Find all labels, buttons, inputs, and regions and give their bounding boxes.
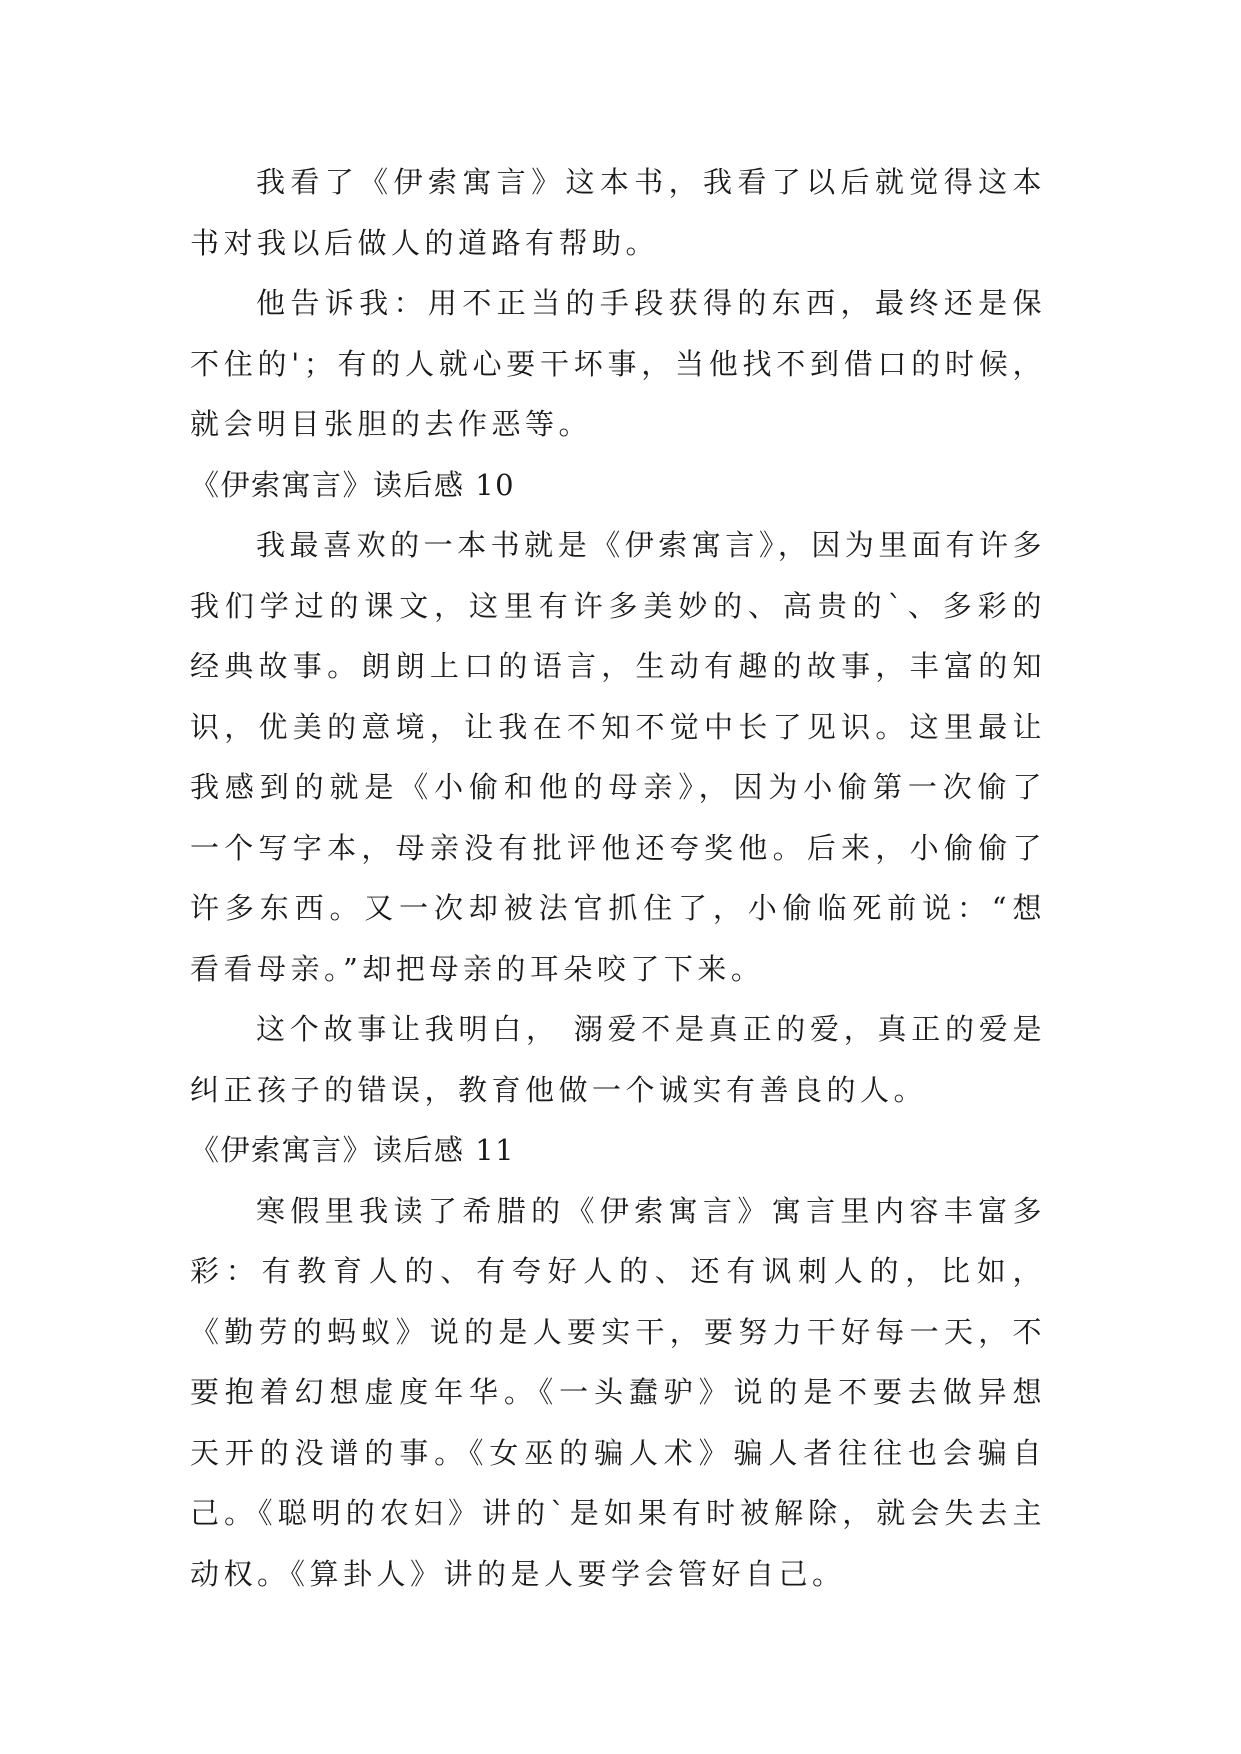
document-page <box>190 152 1046 1604</box>
paragraph: 寒假里我读了希腊的《伊索寓言》寓言里内容丰富多彩：有教育人的、有夸好人的、还有讽刺人的，比如，《勤劳的蚂蚁》说的是人要实干，要努力干好每一天，不要抱着幻想虚度年华。《一头蠢驴》说的是不要去做异想天开的没谱的事。《女巫的骗人术》骗人者往往也会骗自己。《聪明的农妇》讲的`是如果有时被解除，就会失去主动权。《算卦人》讲的是人要学会管好自己。 <box>190 1193 1046 1591</box>
section-heading: 《伊索寓言》读后感 10 <box>190 467 516 502</box>
paragraph: 他告诉我：用不正当的手段获得的东西，最终还是保不住的'；有的人就心要干坏事，当他找不到借口的时候，就会明目张胆的去作恶等。 <box>190 286 1046 441</box>
paragraph: 这个故事让我明白， 溺爱不是真正的爱，真正的爱是纠正孩子的错误，教育他做一个诚实有善良的人。 <box>190 1012 1046 1107</box>
paragraph: 我最喜欢的一本书就是《伊索寓言》，因为里面有许多我们学过的课文，这里有许多美妙的、高贵的`、多彩的经典故事。朗朗上口的语言，生动有趣的故事，丰富的知识，优美的意境，让我在不知不觉中长了见识。这里最让我感到的就是《小偷和他的母亲》，因为小偷第一次偷了一个写字本，母亲没有批评他还夸奖他。后来，小偷偷了许多东西。又一次却被法官抓住了，小偷临死前说：“想看看母亲。”却把母亲的耳朵咬了下来。 <box>190 528 1046 986</box>
section-heading: 《伊索寓言》读后感 11 <box>190 1133 516 1167</box>
paragraph: 我看了《伊索寓言》这本书，我看了以后就觉得这本书对我以后做人的道路有帮助。 <box>190 165 1046 260</box>
